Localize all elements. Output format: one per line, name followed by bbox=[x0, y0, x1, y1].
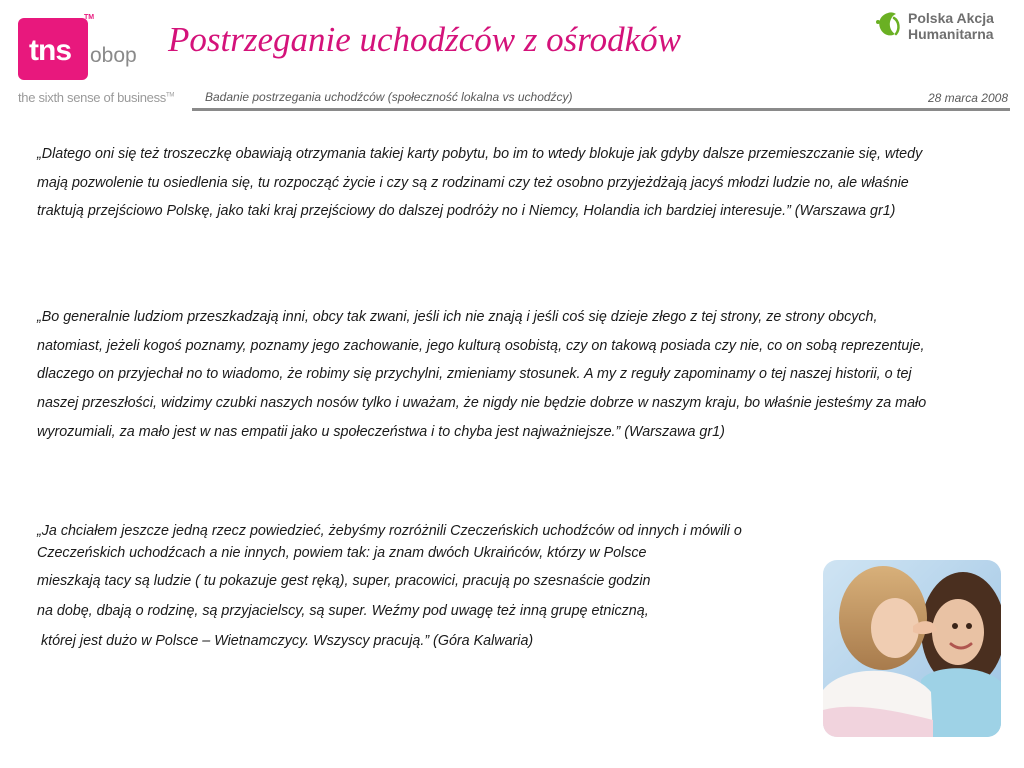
quote-3-line: „Ja chciałem jeszcze jedną rzecz powiedzieć, żebyśmy rozróżnili Czeczeńskich uchodźców od innych i mówili o bbox=[37, 523, 742, 539]
quote-3 bbox=[37, 520, 937, 656]
page-title: Postrzeganie uchodźców z ośrodków bbox=[168, 20, 681, 59]
photo-illustration bbox=[823, 560, 1001, 737]
quote-2: „Bo generalnie ludziom przeszkadzają inni, obcy tak zwani, jeśli ich nie znają i jeśli coś się dzieje złego z tej strony, ze strony obcych, natomiast, jeżeli kogoś poznamy, poznamy jego zachowanie, jego kulturą osobistą, czy on takową posiada czy nie, co on sobą reprezentuje, dlaczego on przyjechał no to wiadomo, że robimy się przychylni, zmieniamy stosunek. A my z reguły zapominamy o tej naszej historii, o tej naszej przeszłości, widzimy czubki naszych nosów tylko i uważam, że nigdy nie będzie dobrze w naszym kraju, bo właśnie jesteśmy za mało wyrozumiali, za mało jest w nas empatii jako u społeczeństwa i to chyba jest najważniejsze.” (Warszawa gr1) bbox=[37, 309, 927, 440]
subtitle: Badanie postrzegania uchodźców (społeczność lokalna vs uchodźcy) bbox=[205, 90, 573, 104]
tagline-text: the sixth sense of business bbox=[18, 90, 166, 105]
header-divider bbox=[192, 108, 1010, 111]
quote-3-line: mieszkają tacy są ludzie ( tu pokazuje gest ręką), super, pracowici, pracują po szesnaście godzin bbox=[37, 573, 651, 589]
leaf-icon bbox=[872, 10, 904, 42]
partner-name bbox=[908, 10, 994, 42]
photo-two-girls bbox=[823, 560, 1001, 737]
tns-logo-obop: obop bbox=[90, 44, 137, 67]
tagline bbox=[18, 90, 174, 105]
quote-1: „Dlatego oni się też troszeczkę obawiają otrzymania takiej karty pobytu, bo im to wtedy blokuje jak gdyby dalsze przemieszczanie się, wtedy mają pozwolenie tu osiedlenia się, tu rozpocząć życie i czy są z rodzinami czy też osobno przyjeżdżają jacyś młodzi ludzie no, ale właśnie traktują przejściowo Polskę, jako taki kraj przejściowy do dalszej podróży no i Niemcy, Holandia ich bardziej interesuje.” (Warszawa gr1) bbox=[37, 146, 923, 220]
tagline-tm: TM bbox=[166, 92, 175, 99]
date: 28 marca 2008 bbox=[927, 91, 1008, 105]
tns-logo-tm: TM bbox=[84, 14, 95, 21]
tns-logo-text: tns bbox=[29, 34, 71, 67]
partner-name-line2: Humanitarna bbox=[908, 26, 994, 42]
partner-name-line1: Polska Akcja bbox=[908, 10, 994, 26]
partner-logo bbox=[872, 8, 1012, 44]
quote-3-line: na dobę, dbają o rodzinę, są przyjacielscy, są super. Weźmy pod uwagę też inną grupę etniczną, bbox=[37, 603, 649, 619]
quote-3-line: której jest dużo w Polsce – Wietnamczycy. Wszyscy pracują.” (Góra Kalwaria) bbox=[37, 633, 534, 649]
quote-3-line: Czeczeńskich uchodźcach a nie innych, powiem tak: ja znam dwóch Ukraińców, którzy w Polsce bbox=[37, 545, 647, 561]
